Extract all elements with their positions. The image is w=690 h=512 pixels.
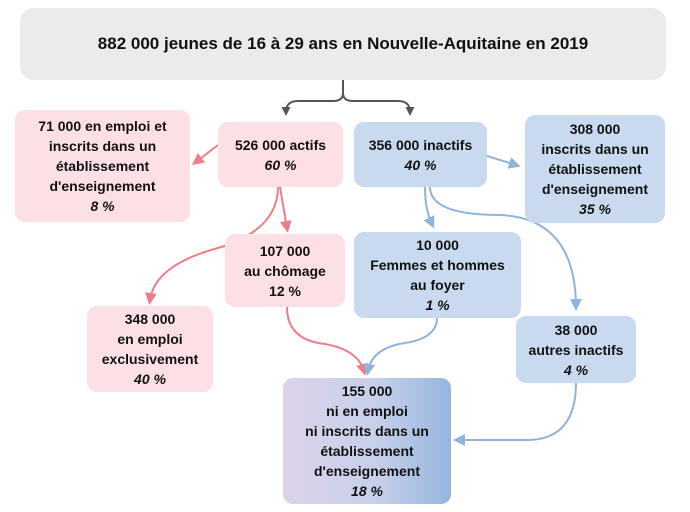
title-box <box>20 8 666 80</box>
foyer-line3: au foyer <box>410 277 465 293</box>
node-au-foyer <box>354 232 521 318</box>
emploi-etudes-line3: établissement <box>55 158 150 174</box>
arrow-inactifs-to-inactifs-etudes <box>487 156 516 165</box>
node-emploi-et-etudes <box>15 110 190 222</box>
chomage-percent: 12 % <box>269 282 301 299</box>
node-inactifs <box>354 122 487 187</box>
foyer-line2: Femmes et hommes <box>370 257 505 273</box>
emploi-exclusif-line3: exclusivement <box>101 351 199 367</box>
arrow-chomage-to-neet <box>287 307 364 371</box>
emploi-etudes-line2: inscrits dans un <box>48 138 157 154</box>
node-chomage <box>225 234 345 307</box>
inactifs-etudes-line1: 308 000 <box>569 121 621 137</box>
inactifs-count: 356 000 inactifs <box>368 136 473 153</box>
emploi-etudes-line1: 71 000 en emploi et <box>38 118 167 134</box>
arrow-title-to-inactifs <box>343 80 410 112</box>
arrow-title-to-actifs <box>286 80 343 112</box>
neet-percent: 18 % <box>351 483 383 499</box>
neet-line4: établissement <box>320 443 414 459</box>
arrow-autres-to-neet <box>458 383 576 440</box>
emploi-exclusif-count: 348 000 <box>124 311 176 327</box>
neet-count: 155 000 <box>341 383 393 399</box>
inactifs-etudes-line4: d'enseignement <box>541 181 649 197</box>
arrow-actifs-to-emploi-etudes <box>196 145 218 162</box>
autres-label: autres inactifs <box>528 341 624 358</box>
autres-percent: 4 % <box>563 361 589 378</box>
foyer-count: 10 000 <box>416 237 459 253</box>
chomage-count: 107 000 <box>259 242 311 259</box>
autres-count: 38 000 <box>554 321 598 338</box>
inactifs-etudes-percent: 35 % <box>579 201 611 217</box>
emploi-etudes-percent: 8 % <box>90 198 115 214</box>
node-autres-inactifs <box>516 316 636 383</box>
actifs-count: 526 000 actifs <box>234 136 327 153</box>
node-emploi-exclusif <box>87 306 213 392</box>
inactifs-etudes-line3: établissement <box>548 161 642 177</box>
emploi-exclusif-percent: 40 % <box>134 371 166 387</box>
chomage-label: au chômage <box>244 262 326 279</box>
emploi-exclusif-line2: en emploi <box>117 331 183 347</box>
arrow-actifs-to-chomage <box>280 187 287 228</box>
node-inactifs-etudes <box>525 115 665 223</box>
inactifs-etudes-line2: inscrits dans un <box>541 141 649 157</box>
neet-line2: ni en emploi <box>326 403 408 419</box>
neet-line5: d'enseignement <box>313 463 421 479</box>
actifs-percent: 60 % <box>264 156 297 173</box>
arrow-foyer-to-neet <box>368 318 437 371</box>
foyer-percent: 1 % <box>425 297 450 313</box>
title-text: 882 000 jeunes de 16 à 29 ans en Nouvelle-Aquitaine en 2019 <box>97 34 589 53</box>
neet-line3: ni inscrits dans un <box>305 423 429 439</box>
inactifs-percent: 40 % <box>404 156 437 173</box>
node-actifs <box>218 122 343 187</box>
emploi-etudes-line4: d'enseignement <box>49 178 156 194</box>
node-ni-emploi-ni-etudes <box>283 378 451 504</box>
